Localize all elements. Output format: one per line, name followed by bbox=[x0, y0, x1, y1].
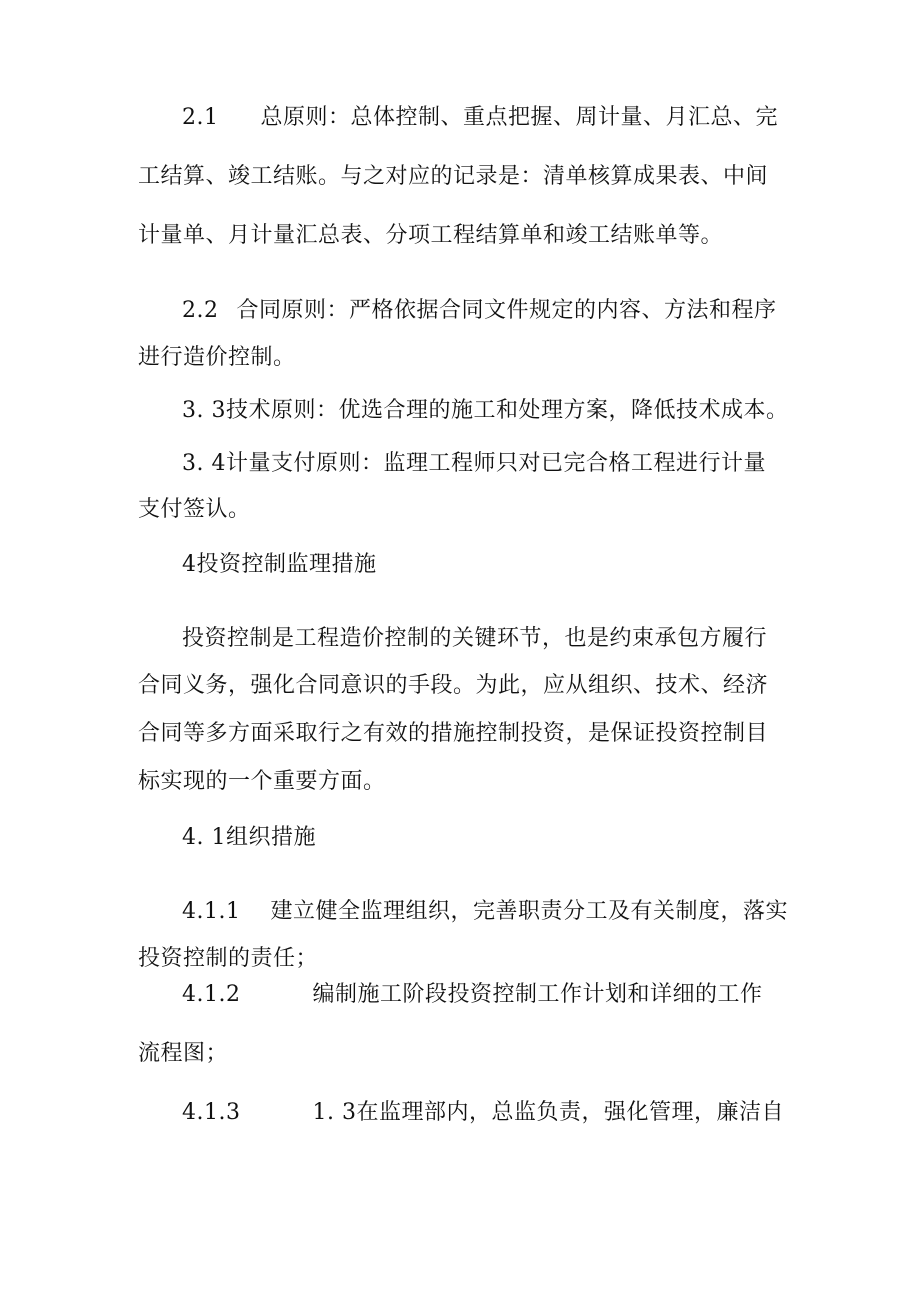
p34-number: 3. 4 bbox=[182, 451, 226, 476]
p4-line-4: 标实现的一个重要方面。 bbox=[138, 769, 386, 794]
p21-number: 2.1 bbox=[182, 105, 219, 130]
p412-text-1: 编制施工阶段投资控制工作计划和详细的工作 bbox=[312, 982, 763, 1007]
p21-line-1 bbox=[182, 103, 778, 133]
p21-line-2: 工结算、竣工结账。与之对应的记录是：清单核算成果表、中间 bbox=[138, 164, 769, 189]
p4-line-2: 合同义务，强化合同意识的手段。为此，应从组织、技术、经济 bbox=[138, 673, 769, 698]
p34-line-1 bbox=[182, 449, 766, 479]
p4-line-1: 投资控制是工程造价控制的关键环节，也是约束承包方履行 bbox=[182, 626, 768, 651]
p412-line-2: 流程图； bbox=[138, 1041, 229, 1066]
p33-number: 3. 3 bbox=[182, 398, 226, 423]
p22-line-2: 进行造价控制。 bbox=[138, 345, 296, 370]
p22-line-1 bbox=[182, 296, 777, 326]
p34-line-2: 支付签认。 bbox=[138, 497, 251, 522]
p22-text-1: 合同原则：严格依据合同文件规定的内容、方法和程序 bbox=[236, 298, 777, 323]
p21-text-1: 总原则：总体控制、重点把握、周计量、月汇总、完 bbox=[260, 105, 779, 130]
p33-line-1 bbox=[182, 396, 789, 426]
p412-number: 4.1.2 bbox=[182, 982, 241, 1007]
p413-text-1: 1. 3在监理部内，总监负责，强化管理，廉洁自 bbox=[312, 1100, 784, 1125]
p21-line-3: 计量单、月计量汇总表、分项工程结算单和竣工结账单等。 bbox=[138, 223, 724, 248]
p413-line-1 bbox=[182, 1098, 784, 1128]
p413-number: 4.1.3 bbox=[182, 1100, 241, 1125]
p411-text-1: 建立健全监理组织，完善职责分工及有关制度，落实 bbox=[270, 899, 788, 924]
p33-text-1: 技术原则：优选合理的施工和处理方案，降低技术成本。 bbox=[225, 398, 789, 423]
p4-line-3: 合同等多方面采取行之有效的措施控制投资，是保证投资控制目 bbox=[138, 721, 769, 746]
p34-text-1: 计量支付原则：监理工程师只对已完合格工程进行计量 bbox=[225, 451, 766, 476]
p22-number: 2.2 bbox=[182, 298, 219, 323]
p411-line-2: 投资控制的责任； bbox=[138, 946, 319, 971]
h41-text: 组织措施 bbox=[225, 825, 316, 850]
section-4-heading: 4投资控制监理措施 bbox=[182, 552, 377, 577]
section-4-1-heading bbox=[182, 823, 316, 853]
p411-line-1 bbox=[182, 897, 788, 927]
p412-line-1 bbox=[182, 980, 763, 1010]
h41-number: 4. 1 bbox=[182, 825, 226, 850]
p411-number: 4.1.1 bbox=[182, 899, 241, 924]
